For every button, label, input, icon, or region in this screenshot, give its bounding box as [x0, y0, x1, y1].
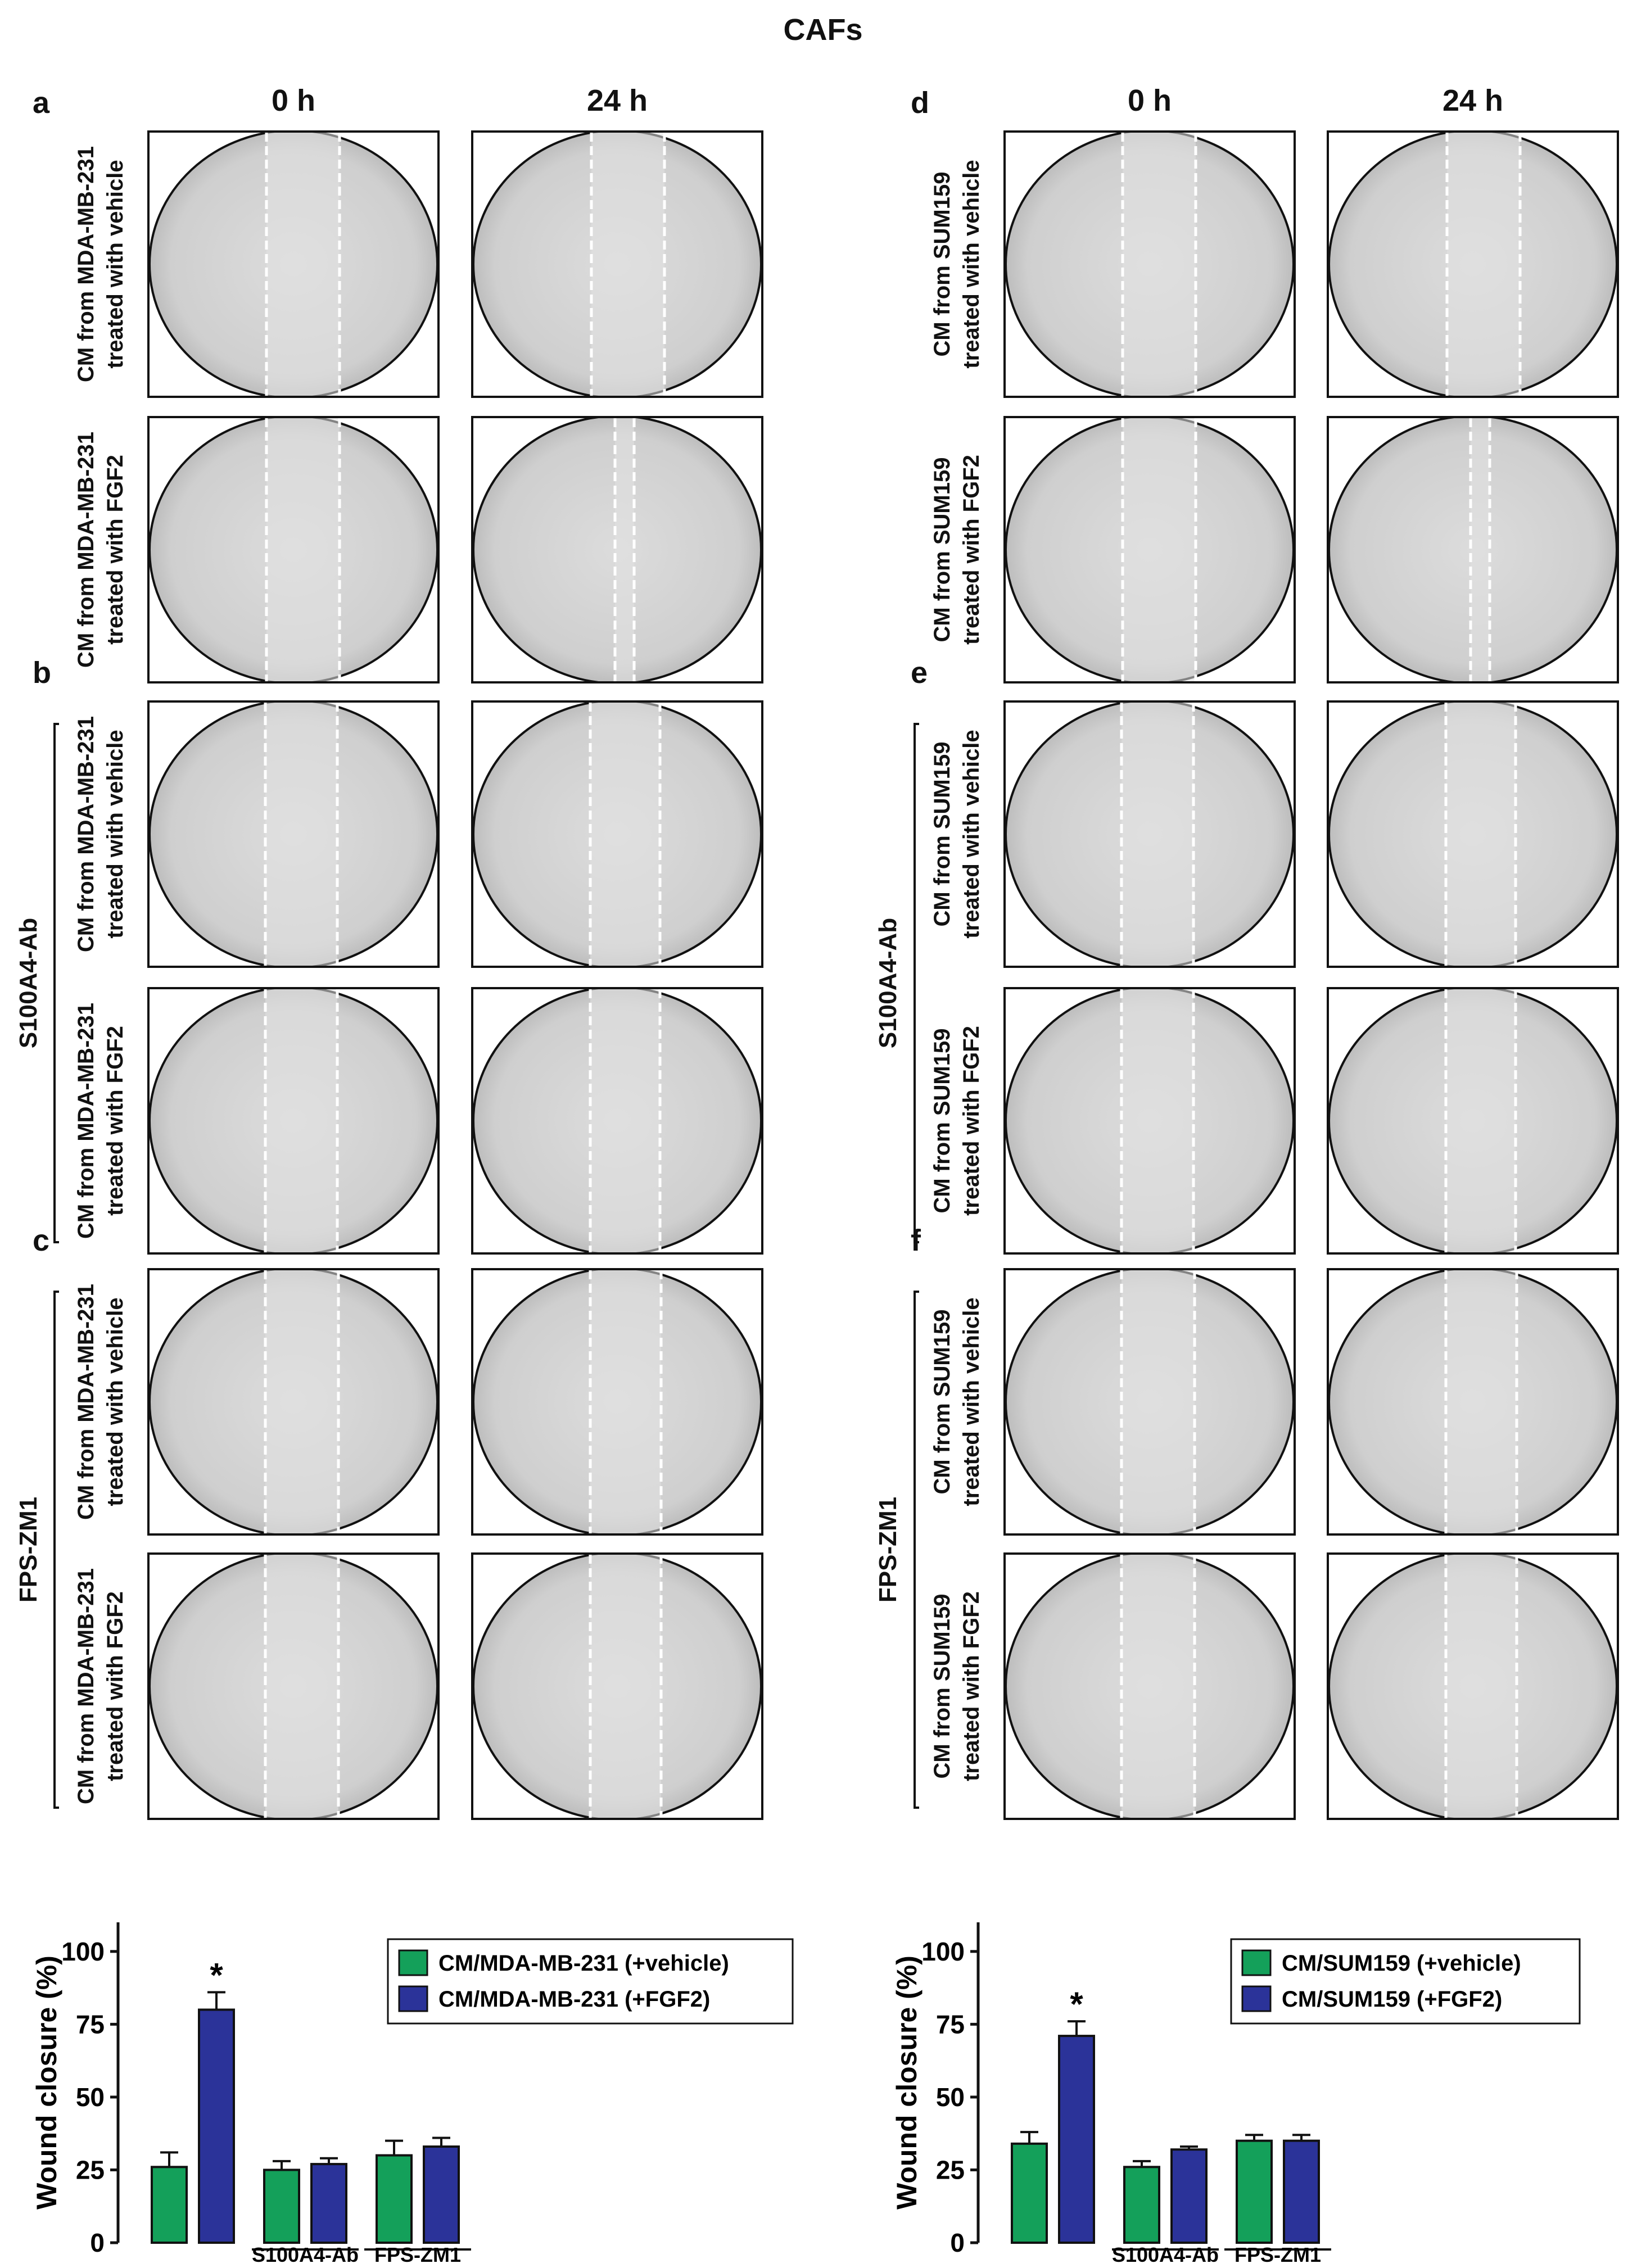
group-label-c: FPS-ZM1: [15, 1496, 42, 1603]
micrograph-e-0-24h: [1327, 700, 1619, 968]
wound-gap: [1447, 133, 1520, 396]
micrograph-a-1-0h: [147, 416, 440, 683]
panel-letter-b: b: [33, 656, 51, 690]
wound-gap: [1122, 703, 1193, 966]
wound-gap: [265, 1555, 338, 1818]
bar-1-2: [1284, 2141, 1319, 2243]
wound-gap: [590, 989, 660, 1252]
wound-gap: [591, 133, 664, 396]
group-bracket-c: [53, 1291, 59, 1809]
micrograph-a-1-24h: [471, 416, 763, 683]
wound-gap: [1123, 418, 1196, 681]
wound-gap: [590, 1555, 661, 1818]
time-label-left-1: 24 h: [586, 84, 648, 117]
wound-gap: [266, 133, 340, 396]
row-label-c-0: CM from MDA-MB-231 treated with vehicle: [74, 1284, 128, 1520]
micrograph-c-0-24h: [471, 1268, 763, 1536]
y-tick-label: 0: [950, 2228, 965, 2257]
row-label-f-1: CM from SUM159 treated with FGF2: [930, 1591, 984, 1781]
row-label-a-1: CM from MDA-MB-231 treated with FGF2: [74, 432, 128, 668]
y-tick-label: 50: [75, 2082, 105, 2112]
group-bracket-f: [914, 1291, 919, 1809]
micrograph-a-0-24h: [471, 130, 763, 398]
legend-label: CM/SUM159 (+FGF2): [1282, 1987, 1503, 2012]
y-tick-label: 50: [935, 2082, 965, 2112]
bar-0-1: [1124, 2167, 1159, 2243]
wound-gap: [1446, 703, 1516, 966]
micrograph-d-0-0h: [1003, 130, 1296, 398]
micrograph-a-0-0h: [147, 130, 440, 398]
bar-0-0: [1012, 2144, 1047, 2243]
bar-chart-1: [877, 1905, 1642, 2265]
bar-0-2: [1237, 2141, 1272, 2243]
micrograph-f-0-24h: [1327, 1268, 1619, 1536]
legend-swatch: [399, 1950, 427, 1975]
wound-gap: [265, 1270, 338, 1533]
group-label: FPS-ZM1: [374, 2243, 462, 2265]
group-label-b: S100A4-Ab: [15, 917, 42, 1049]
wound-gap: [1446, 1555, 1517, 1818]
wound-gap: [1446, 1270, 1517, 1533]
micrograph-f-0-0h: [1003, 1268, 1296, 1536]
y-tick-label: 75: [935, 2009, 965, 2039]
time-label-right-0: 0 h: [1127, 84, 1172, 117]
time-label-right-1: 24 h: [1442, 84, 1504, 117]
significance-mark: *: [210, 1956, 223, 1994]
micrograph-e-1-24h: [1327, 987, 1619, 1255]
micrograph-b-0-24h: [471, 700, 763, 968]
significance-mark: *: [1070, 1985, 1083, 2023]
group-bracket-b: [53, 723, 59, 1243]
bar-1-2: [424, 2147, 459, 2243]
y-tick-label: 75: [75, 2009, 105, 2039]
micrograph-d-1-24h: [1327, 416, 1619, 683]
bar-0-0: [152, 2167, 187, 2243]
y-axis-label: Wound closure (%): [891, 1955, 923, 2210]
wound-gap: [1122, 1270, 1195, 1533]
row-label-b-0: CM from MDA-MB-231 treated with vehicle: [74, 716, 128, 952]
legend-label: CM/MDA-MB-231 (+FGF2): [438, 1987, 711, 2012]
wound-gap: [266, 418, 340, 681]
bar-1-1: [311, 2164, 346, 2243]
wound-gap: [1471, 418, 1490, 681]
row-label-a-0: CM from MDA-MB-231 treated with vehicle: [74, 146, 128, 382]
panel-letter-c: c: [33, 1224, 50, 1257]
micrograph-b-1-0h: [147, 987, 440, 1255]
micrograph-c-1-24h: [471, 1552, 763, 1820]
group-bracket-e: [914, 723, 919, 1243]
y-tick-label: 25: [935, 2155, 965, 2185]
row-label-c-1: CM from MDA-MB-231 treated with FGF2: [74, 1568, 128, 1804]
micrograph-e-0-0h: [1003, 700, 1296, 968]
panel-letter-f: f: [911, 1224, 921, 1257]
row-label-e-0: CM from SUM159 treated with vehicle: [930, 730, 984, 939]
bar-0-1: [264, 2170, 299, 2243]
wound-gap: [265, 703, 337, 966]
micrograph-f-1-0h: [1003, 1552, 1296, 1820]
micrograph-b-1-24h: [471, 987, 763, 1255]
panel-letter-d: d: [911, 86, 929, 120]
legend-label: CM/MDA-MB-231 (+vehicle): [438, 1951, 729, 1976]
row-label-d-1: CM from SUM159 treated with FGF2: [930, 455, 984, 645]
micrograph-d-1-0h: [1003, 416, 1296, 683]
figure-title: CAFs: [783, 13, 863, 47]
micrograph-e-1-0h: [1003, 987, 1296, 1255]
y-tick-label: 100: [921, 1936, 965, 1966]
legend-swatch: [399, 1986, 427, 2011]
bar-1-0: [199, 2009, 234, 2243]
y-tick-label: 25: [75, 2155, 105, 2185]
wound-gap: [265, 989, 337, 1252]
legend-swatch: [1242, 1986, 1270, 2011]
wound-gap: [1123, 133, 1196, 396]
group-label: FPS-ZM1: [1234, 2243, 1322, 2265]
wound-gap: [1446, 989, 1516, 1252]
wound-gap: [590, 1270, 661, 1533]
row-label-b-1: CM from MDA-MB-231 treated with FGF2: [74, 1003, 128, 1239]
bar-chart-0: [17, 1905, 804, 2265]
group-label-e: S100A4-Ab: [874, 917, 902, 1049]
bar-1-0: [1059, 2036, 1094, 2243]
y-tick-label: 0: [90, 2228, 105, 2257]
bar-0-2: [377, 2156, 412, 2243]
legend-label: CM/SUM159 (+vehicle): [1282, 1951, 1521, 1976]
row-label-e-1: CM from SUM159 treated with FGF2: [930, 1026, 984, 1216]
wound-gap: [615, 418, 634, 681]
panel-letter-e: e: [911, 656, 928, 690]
row-label-f-0: CM from SUM159 treated with vehicle: [930, 1297, 984, 1506]
time-label-left-0: 0 h: [271, 84, 316, 117]
wound-gap: [1122, 1555, 1195, 1818]
micrograph-f-1-24h: [1327, 1552, 1619, 1820]
micrograph-c-0-0h: [147, 1268, 440, 1536]
panel-letter-a: a: [33, 86, 50, 120]
group-label: S100A4-Ab: [1111, 2243, 1219, 2265]
legend-swatch: [1242, 1950, 1270, 1975]
micrograph-c-1-0h: [147, 1552, 440, 1820]
row-label-d-0: CM from SUM159 treated with vehicle: [930, 160, 984, 369]
y-tick-label: 100: [61, 1936, 105, 1966]
micrograph-b-0-0h: [147, 700, 440, 968]
group-label: S100A4-Ab: [251, 2243, 359, 2265]
group-label-f: FPS-ZM1: [874, 1496, 902, 1603]
y-axis-label: Wound closure (%): [31, 1955, 62, 2210]
wound-gap: [590, 703, 660, 966]
bar-1-1: [1172, 2149, 1206, 2243]
wound-gap: [1122, 989, 1193, 1252]
micrograph-d-0-24h: [1327, 130, 1619, 398]
